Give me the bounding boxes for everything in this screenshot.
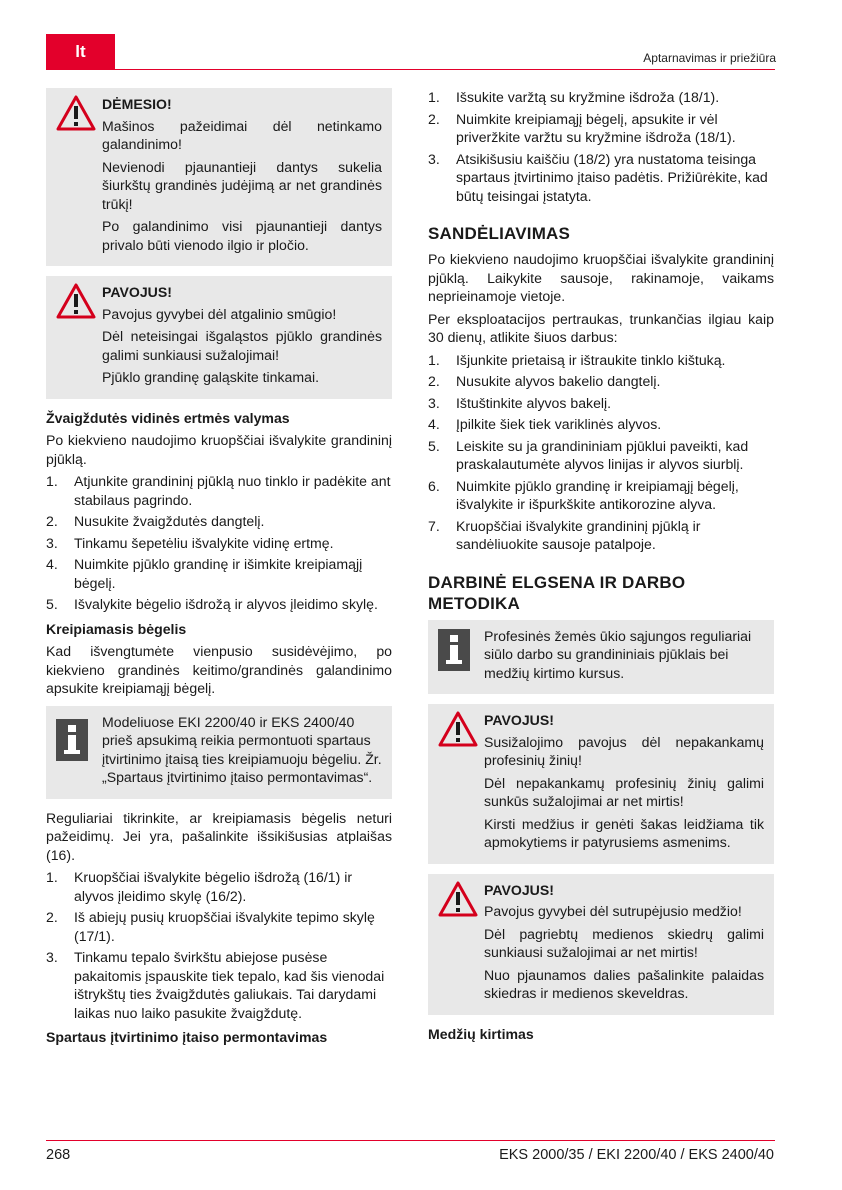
list-item <box>428 437 774 474</box>
warning-triangle-icon <box>56 283 102 391</box>
step-text: Nusukite alyvos bakelio dangtelį. <box>456 373 661 389</box>
info-text: Profesinės žemės ūkio sąjungos reguliariai siūlo darbo su grandininiais pjūklais bei medžių kirtimo kursus. <box>484 627 752 681</box>
notice-title: DĖMESIO! <box>102 96 172 112</box>
list-item <box>46 512 392 531</box>
storage-paragraph: Po kiekvieno naudojimo kruopščiai išvalykite grandininį pjūklą. Laikykite sausoje, rakinamoje, vaikams neprieinamoje vietoje. <box>428 251 774 304</box>
step-number: 3. <box>46 534 58 551</box>
step-number: 2. <box>46 513 58 529</box>
step-text: Leiskite su ja grandininiam pjūklui paveikti, kad praskalautumėte alyvos linijas ir alyvos siurblį. <box>456 437 749 472</box>
footer-divider <box>46 1140 775 1141</box>
right-column <box>428 88 774 1047</box>
work-practice-heading <box>428 572 774 614</box>
section-title: Aptarnavimas ir priežiūra <box>643 51 776 65</box>
step-text: Išjunkite prietaisą ir ištraukite tinklo kištuką. <box>456 351 726 368</box>
notice-text: Pavojus gyvybei dėl atgalinio smūgio! <box>102 305 337 322</box>
notice-text: Dėl nepakankamų profesinių žinių galimi sunkūs sužalojimai ar net mirtis! <box>484 774 764 809</box>
notice-text: Nuo pjaunamos dalies pašalinkite palaidas skiedras ir medienos skeveldras. <box>484 966 764 1001</box>
step-text: Nuimkite kreipiamąjį bėgelį, apsukite ir vėl priveržkite varžtu su kryžmine išdroža (18/1). <box>456 110 736 145</box>
step-number: 1. <box>428 89 440 105</box>
heading-line: DARBINĖ ELGSENA IR DARBO <box>428 572 686 592</box>
list-item <box>428 88 774 107</box>
list-item <box>428 351 774 370</box>
step-number: 5. <box>46 596 58 612</box>
step-text: Atjunkite grandininį pjūklą nuo tinklo ir padėkite ant stabilaus pagrindo. <box>74 473 391 508</box>
storage-paragraph: Per eksploatacijos pertraukas, trunkančias ilgiau kaip 30 dienų, atlikite šiuos darbus: <box>428 310 774 345</box>
warning-triangle-icon <box>56 95 102 258</box>
step-text: Nuimkite pjūklo grandinę ir išimkite kreipiamąjį bėgelį. <box>74 556 363 591</box>
quick-release-heading: Spartaus įtvirtinimo įtaiso permontavimas <box>46 1029 328 1045</box>
step-text: Įpilkite šiek tiek variklinės alyvos. <box>456 416 662 432</box>
info-icon <box>56 713 102 791</box>
step-number: 3. <box>428 394 440 411</box>
language-tab: lt <box>46 34 115 70</box>
notice-title: PAVOJUS! <box>484 881 554 898</box>
storage-steps <box>428 351 774 554</box>
danger-notice <box>46 276 392 399</box>
step-text: Tinkamu šepetėliu išvalykite vidinę ertmę. <box>74 534 334 551</box>
step-number: 1. <box>46 869 58 885</box>
notice-text: Pjūklo grandinę galąskite tinkamai. <box>102 369 320 385</box>
step-text: Išvalykite bėgelio išdrožą ir alyvos įleidimo skylę. <box>74 596 378 612</box>
notice-text: Dėl pagriebtų medienos skiedrų galimi sunkiausi sužalojimai ar net mirtis! <box>484 925 764 960</box>
step-text: Iš abiejų pusių kruopščiai išvalykite tepimo skylę (17/1). <box>74 909 375 944</box>
step-text: Išsukite varžtą su kryžmine išdroža (18/1). <box>456 89 720 105</box>
notice-text: Susižalojimo pavojus dėl nepakankamų profesinių žinių! <box>484 733 764 768</box>
attention-notice <box>46 88 392 266</box>
felling-heading: Medžių kirtimas <box>428 1025 534 1042</box>
quick-release-steps <box>428 88 774 205</box>
info-icon <box>438 627 484 687</box>
step-text: Ištuštinkite alyvos bakelį. <box>456 394 612 411</box>
list-item <box>46 555 392 592</box>
step-number: 4. <box>428 416 440 432</box>
list-item <box>428 517 774 554</box>
step-number: 2. <box>428 110 440 127</box>
warning-triangle-icon <box>438 881 484 1007</box>
list-item <box>46 908 392 945</box>
danger-notice <box>428 874 774 1015</box>
header-divider <box>46 69 775 70</box>
list-item <box>46 948 392 1022</box>
guide-bar-heading: Kreipiamasis bėgelis <box>46 620 187 637</box>
danger-notice <box>428 704 774 864</box>
step-number: 2. <box>428 373 440 389</box>
step-number: 2. <box>46 909 58 925</box>
info-text: Modeliuose EKI 2200/40 ir EKS 2400/40 prieš apsukimą reikia permontuoti spartaus įtvirtinimo įtaisą ties kreipiamuoju bėgeliu. Žr. „Spartaus įtvirtinimo įtaiso permontavimas“. <box>102 713 382 785</box>
step-text: Atsikišusiu kaiščiu (18/2) yra nustatoma teisinga spartaus įtvirtinimo įtaiso padėtis. Prižiūrėkite, kad būtų teisingai įstatyta. <box>456 150 768 204</box>
guide-bar-steps <box>46 868 392 1022</box>
guide-bar-intro: Kad išvengtumėte vienpusio susidėvėjimo, po kiekvieno grandinės keitimo/grandinės galandinimo apsukite kreipiamąjį bėgelį. <box>46 643 392 696</box>
page-number: 268 <box>46 1147 71 1163</box>
step-number: 5. <box>428 437 440 454</box>
list-item <box>46 472 392 509</box>
star-cleaning-intro: Po kiekvieno naudojimo kruopščiai išvalykite grandininį pjūklą. <box>46 432 392 467</box>
info-notice <box>46 706 392 799</box>
step-number: 4. <box>46 556 58 572</box>
notice-text: Kirsti medžius ir genėti šakas leidžiama tik apmokytiems ir patyrusiems asmenims. <box>484 815 764 850</box>
notice-text: Nevienodi pjaunantieji dantys sukelia šiurkštų grandinės judėjimą ar net grandinės trūkį! <box>102 158 382 212</box>
star-cleaning-heading: Žvaigždutės vidinės ertmės valymas <box>46 409 290 426</box>
list-item <box>428 477 774 514</box>
step-number: 6. <box>428 477 440 494</box>
info-notice <box>428 620 774 695</box>
notice-title: PAVOJUS! <box>102 284 172 300</box>
step-text: Kruopščiai išvalykite bėgelio išdrožą (16/1) ir alyvos įleidimo skylę (16/2). <box>74 869 353 904</box>
step-number: 1. <box>46 473 58 489</box>
step-text: Nusukite žvaigždutės dangtelį. <box>74 513 265 529</box>
list-item <box>46 534 392 553</box>
step-number: 1. <box>428 351 440 368</box>
step-text: Nuimkite pjūklo grandinę ir kreipiamąjį bėgelį, išvalykite ir išpurkškite antikorozine alyva. <box>456 477 739 512</box>
notice-text: Po galandinimo visi pjaunantieji dantys privalo būti vienodo ilgio ir pločio. <box>102 218 382 253</box>
step-number: 7. <box>428 517 440 534</box>
step-text: Kruopščiai išvalykite grandininį pjūklą ir sandėliuokite sausoje patalpoje. <box>456 517 701 552</box>
notice-title: PAVOJUS! <box>484 712 554 728</box>
notice-text: Dėl neteisingai išgaląstos pjūklo grandinės galimi sunkiausi sužalojimai! <box>102 328 382 363</box>
footer-models: EKS 2000/35 / EKI 2200/40 / EKS 2400/40 <box>499 1147 774 1163</box>
list-item <box>428 415 774 434</box>
star-cleaning-steps <box>46 472 392 614</box>
storage-heading: SANDĖLIAVIMAS <box>428 224 571 243</box>
warning-triangle-icon <box>438 711 484 856</box>
step-number: 3. <box>46 949 58 965</box>
heading-line: METODIKA <box>428 593 520 613</box>
list-item <box>46 595 392 614</box>
guide-bar-check: Reguliariai tikrinkite, ar kreipiamasis bėgelis neturi pažeidimų. Jei yra, pašalinkite išsikišusias atplaišas (16). <box>46 809 392 863</box>
notice-text: Pavojus gyvybei dėl sutrupėjusio medžio! <box>484 903 742 919</box>
list-item <box>428 372 774 391</box>
notice-text: Mašinos pažeidimai dėl netinkamo galandinimo! <box>102 117 382 152</box>
list-item <box>428 150 774 206</box>
step-number: 3. <box>428 150 440 167</box>
step-text: Tinkamu tepalo švirkštu abiejose pusėse pakaitomis įspauskite tiek tepalo, kad šis vienodai ištrykštų ties žvaigždutės galiukais. Tai darydami laikas nuo laiko pasukite žvaigždutę. <box>74 949 385 1021</box>
left-column <box>46 88 392 1051</box>
list-item <box>428 110 774 147</box>
list-item <box>46 868 392 905</box>
list-item <box>428 394 774 413</box>
